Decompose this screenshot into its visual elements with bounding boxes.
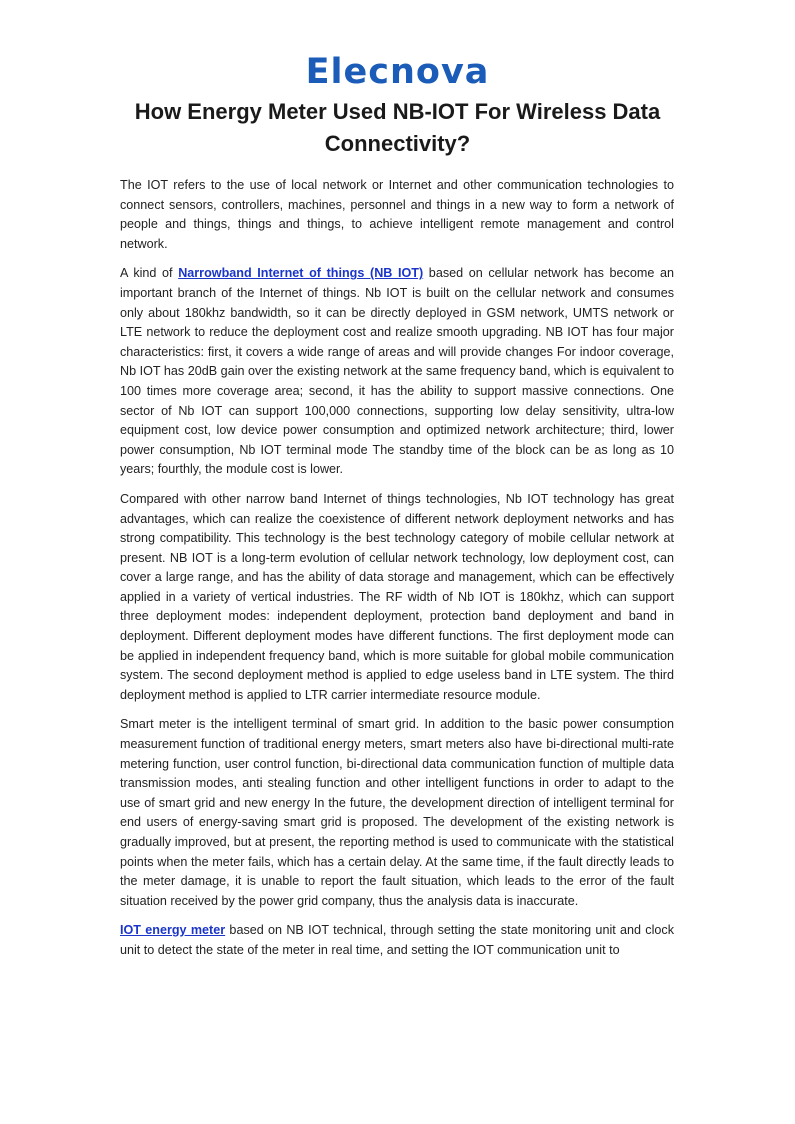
paragraph-nb-iot-text: based on cellular network has become an important branch of the Internet of things. Nb IOT is built on the cellular network and consumes only about 180khz bandwidth, so it can be directly deployed in GSM network, UMTS network or LTE network to reduce the deployment cost and realize smooth upgrading. NB IOT has four major characteristics: first, it covers a wide range of areas and will provide changes For indoor coverage, Nb IOT has 20dB gain over the existing network at the same frequency band, which is equivalent to 100 times more coverage area; second, it has the ability to support massive connections. One sector of Nb IOT can support 100,000 connections, supporting low delay sensitivity, ultra-low equipment cost, low device power consumption and optimized network architecture; third, lower power consumption, Nb IOT terminal mode The standby time of the block can be as long as 10 years; fourthly, the module cost is lower. bbox=[120, 266, 674, 477]
paragraph-iot-energy-meter bbox=[120, 921, 674, 960]
page-title: How Energy Meter Used NB-IOT For Wireless Data Connectivity? bbox=[134, 99, 661, 156]
elecnova-logo bbox=[0, 52, 795, 92]
logo-text: Elecnova bbox=[305, 52, 490, 92]
paragraph-nb-iot bbox=[120, 264, 674, 480]
paragraph-nb-iot-lead: A kind of bbox=[120, 266, 179, 281]
article-body bbox=[120, 176, 674, 971]
paragraph-smart-meter: Smart meter is the intelligent terminal of smart grid. In addition to the basic power consumption measurement function of traditional energy meters, smart meters also have bi-directional multi-rate metering function, user control function, bi-directional data communication function of multiple data transmission modes, anti stealing function and other intelligent functions in order to adapt to the use of smart grid and new energy In the future, the development direction of intelligent terminal for end users of energy-saving smart grid is proposed. The development of the existing network is gradually improved, but at present, the reporting method is used to communicate with the statistical points when the meter fails, which has a certain delay. At the same time, if the fault directly leads to the meter damage, it is unable to report the fault situation, which leads to the error of the fault situation received by the power grid company, thus the analysis data is inaccurate. bbox=[120, 717, 674, 908]
paragraph-iot-energy-meter-text: based on NB IOT technical, through setting the state monitoring unit and clock unit to detect the state of the meter in real time, and setting the IOT communication unit to bbox=[120, 923, 675, 957]
iot-energy-meter-link[interactable]: IOT energy meter bbox=[120, 923, 226, 938]
paragraph-intro: The IOT refers to the use of local network or Internet and other communication technologies to connect sensors, controllers, machines, personnel and things in a new way to form a network of people and things, things and things, to achieve intelligent remote management and control network. bbox=[120, 178, 674, 251]
narrowband-iot-link[interactable]: Narrowband Internet of things (NB IOT) bbox=[178, 266, 424, 281]
paragraph-comparison: Compared with other narrow band Internet of things technologies, Nb IOT technology has great advantages, which can realize the coexistence of different network deployment networks and has strong compatibility. This technology is the best technology category of mobile cellular network at present. NB IOT is a long-term evolution of cellular network technology, low deployment cost, can cover a large range, and has the ability of data storage and management, which can be effectively applied in a variety of vertical industries. The RF width of Nb IOT is 180khz, which can support three deployment modes: independent deployment, protection band deployment and band in deployment. Different deployment modes have different functions. The first deployment mode can be applied in independent frequency band, which is more suitable for global mobile communication system. The second deployment method is applied to edge useless band in LTE system. The third deployment method is applied to LTR carrier intermediate resource module. bbox=[120, 491, 674, 702]
